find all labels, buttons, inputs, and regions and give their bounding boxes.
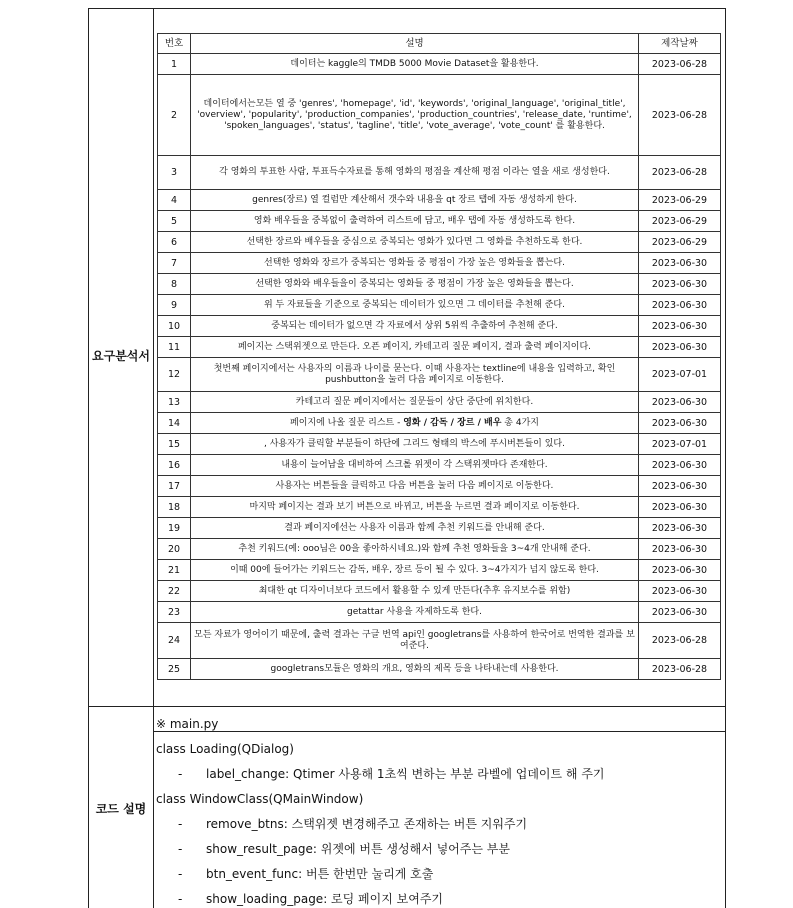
row-date: 2023-06-30	[639, 581, 721, 602]
row-description: 선택한 장르와 배우들을 중심으로 중복되는 영화가 있다면 그 영화를 추천하도록 한다.	[191, 232, 639, 253]
row-number: 15	[158, 434, 191, 455]
table-row	[158, 295, 721, 316]
table-row	[158, 602, 721, 623]
table-row	[158, 253, 721, 274]
code-method-text: remove_btns: 스택위젯 변경해주고 존재하는 버튼 지워주기	[206, 817, 528, 831]
table-row	[158, 434, 721, 455]
code-class-window: class WindowClass(QMainWindow)	[156, 792, 364, 806]
code-method-item	[156, 837, 724, 862]
table-row	[158, 659, 721, 680]
row-description: 영화 배우들을 중복없이 출력하여 리스트에 담고, 배우 탭에 자동 생성하도록 한다.	[191, 211, 639, 232]
row-number: 18	[158, 497, 191, 518]
row-description-suffix: 총 4가지	[501, 417, 539, 428]
row-date: 2023-06-30	[639, 316, 721, 337]
row-description: 첫번째 페이지에서는 사용자의 이름과 나이를 묻는다. 이때 사용자는 textline에 내용을 입력하고, 확인 pushbutton을 눌러 다음 페이지로 이동한다.	[191, 358, 639, 392]
list-dash: -	[178, 892, 183, 906]
row-number: 9	[158, 295, 191, 316]
row-number: 16	[158, 455, 191, 476]
row-description: 각 영화의 투표한 사람, 투표득수자료를 통해 영화의 평점을 계산해 평점 이라는 열을 새로 생성한다.	[191, 156, 639, 190]
frame-top-border	[88, 8, 726, 9]
row-number: 7	[158, 253, 191, 274]
table-row	[158, 358, 721, 392]
section-divider	[88, 706, 726, 707]
table-row	[158, 518, 721, 539]
table-row	[158, 211, 721, 232]
row-date: 2023-06-28	[639, 156, 721, 190]
code-method-item	[156, 887, 724, 908]
row-number: 25	[158, 659, 191, 680]
frame-left-border	[88, 8, 89, 908]
row-number: 23	[158, 602, 191, 623]
row-date: 2023-06-30	[639, 518, 721, 539]
row-number: 2	[158, 75, 191, 156]
list-dash: -	[178, 767, 183, 781]
header-date: 제작날짜	[639, 34, 721, 54]
row-number: 11	[158, 337, 191, 358]
table-row	[158, 274, 721, 295]
row-date: 2023-07-01	[639, 434, 721, 455]
row-number: 21	[158, 560, 191, 581]
row-number: 6	[158, 232, 191, 253]
row-date: 2023-06-30	[639, 539, 721, 560]
code-class-loading: class Loading(QDialog)	[156, 742, 294, 756]
row-description: 결과 페이지에선는 사용자 이름과 함께 추천 키워드를 안내해 준다.	[191, 518, 639, 539]
requirements-section-label: 요구분석서	[92, 349, 150, 363]
code-method-item	[156, 762, 724, 787]
code-method-text: label_change: Qtimer 사용해 1초씩 변하는 부분 라벨에 업데이트 해 주기	[206, 767, 605, 781]
row-number: 24	[158, 623, 191, 659]
row-number: 5	[158, 211, 191, 232]
row-description: 페이지는 스택위젯으로 만든다. 오픈 페이지, 카테고리 질문 페이지, 결과 출력 페이지이다.	[191, 337, 639, 358]
row-description: 카테고리 질문 페이지에서는 질문들이 상단 중단에 위치한다.	[191, 392, 639, 413]
row-date: 2023-06-30	[639, 274, 721, 295]
header-description: 설명	[191, 34, 639, 54]
row-number: 12	[158, 358, 191, 392]
row-description: googletrans모듈은 영화의 개요, 영화의 제목 등을 나타내는데 사용한다.	[191, 659, 639, 680]
row-date: 2023-06-28	[639, 623, 721, 659]
table-row	[158, 54, 721, 75]
header-number: 번호	[158, 34, 191, 54]
table-row	[158, 75, 721, 156]
frame-right-border	[725, 8, 726, 908]
table-row	[158, 232, 721, 253]
row-number: 1	[158, 54, 191, 75]
row-date: 2023-06-30	[639, 602, 721, 623]
row-date: 2023-06-30	[639, 455, 721, 476]
row-number: 20	[158, 539, 191, 560]
row-number: 19	[158, 518, 191, 539]
frame-column-divider	[153, 8, 154, 908]
row-description: 중복되는 데이터가 없으면 각 자료에서 상위 5위씩 추출하여 추천해 준다.	[191, 316, 639, 337]
row-description: , 사용자가 클릭할 부분들이 하단에 그리드 형태의 박스에 푸시버튼들이 있다.	[191, 434, 639, 455]
row-number: 22	[158, 581, 191, 602]
row-date: 2023-06-30	[639, 497, 721, 518]
row-description: 사용자는 버튼들을 클릭하고 다음 버튼을 눌러 다음 페이지로 이동한다.	[191, 476, 639, 497]
row-date: 2023-06-29	[639, 232, 721, 253]
row-date: 2023-07-01	[639, 358, 721, 392]
table-row	[158, 497, 721, 518]
table-row	[158, 539, 721, 560]
table-row	[158, 316, 721, 337]
table-row	[158, 392, 721, 413]
row-date: 2023-06-29	[639, 211, 721, 232]
code-method-text: btn_event_func: 버튼 한번만 눌리게 호출	[206, 867, 434, 881]
row-description: getattar 사용을 자제하도록 한다.	[191, 602, 639, 623]
row-number: 8	[158, 274, 191, 295]
row-date: 2023-06-30	[639, 295, 721, 316]
code-explanation	[156, 712, 724, 908]
row-date: 2023-06-30	[639, 337, 721, 358]
code-method-item	[156, 812, 724, 837]
row-description: 데이터에서는모든 열 중 'genres', 'homepage', 'id', 'keywords', 'original_language', 'original_title', 'overview', 'popularity', 'production_companies', 'production_countries', 'release_date, 'runtime', 'spoken_languages', 'status', 'tagline', 'title', 'vote_average', 'vote_count' 를 활용한다.	[191, 75, 639, 156]
row-description: 최대한 qt 디자이너보다 코드에서 활용할 수 있게 만든다(추후 유지보수를 위함)	[191, 581, 639, 602]
list-dash: -	[178, 817, 183, 831]
row-description: 선택한 영화와 배우들을이 중복되는 영화들 중 평점이 가장 높은 영화들을 뽑는다.	[191, 274, 639, 295]
row-number: 3	[158, 156, 191, 190]
row-date: 2023-06-29	[639, 190, 721, 211]
row-date: 2023-06-28	[639, 659, 721, 680]
row-date: 2023-06-30	[639, 560, 721, 581]
table-row	[158, 413, 721, 434]
table-row	[158, 476, 721, 497]
row-description: 데이터는 kaggle의 TMDB 5000 Movie Dataset을 활용한다.	[191, 54, 639, 75]
table-row	[158, 560, 721, 581]
row-date: 2023-06-28	[639, 75, 721, 156]
table-row	[158, 581, 721, 602]
table-header-row	[158, 34, 721, 54]
table-row	[158, 623, 721, 659]
row-date: 2023-06-30	[639, 392, 721, 413]
code-method-text: show_loading_page: 로딩 페이지 보여주기	[206, 892, 444, 906]
list-dash: -	[178, 867, 183, 881]
table-row	[158, 455, 721, 476]
row-date: 2023-06-30	[639, 253, 721, 274]
table-row	[158, 156, 721, 190]
row-description	[191, 413, 639, 434]
code-method-text: show_result_page: 위젯에 버튼 생성해서 넣어주는 부분	[206, 842, 510, 856]
row-description-bold: 영화 / 감독 / 장르 / 배우	[403, 417, 502, 428]
code-file-name: ※ main.py	[156, 717, 219, 731]
table-row	[158, 190, 721, 211]
list-dash: -	[178, 842, 183, 856]
row-description: 선택한 영화와 장르가 중복되는 영화들 중 평점이 가장 높은 영화들을 뽑는다.	[191, 253, 639, 274]
table-row	[158, 337, 721, 358]
row-number: 10	[158, 316, 191, 337]
row-description: 위 두 자료들을 기준으로 중복되는 데이터가 있으면 그 데이터를 추천해 준다.	[191, 295, 639, 316]
row-description: 내용이 늘어남을 대비하여 스크롤 위젯이 각 스택위젯마다 존재한다.	[191, 455, 639, 476]
code-method-item	[156, 862, 724, 887]
row-description: genres(장르) 열 컬럼만 계산해서 갯수와 내용을 qt 장르 탭에 자동 생성하게 한다.	[191, 190, 639, 211]
code-section-label: 코드 설명	[95, 802, 147, 816]
row-description: 추천 키워드(예: ooo님은 00을 좋아하시네요.)와 함께 추천 영화들을 3~4개 안내해 준다.	[191, 539, 639, 560]
row-date: 2023-06-30	[639, 413, 721, 434]
row-date: 2023-06-30	[639, 476, 721, 497]
row-description-prefix: 페이지에 나올 질문 리스트 -	[290, 417, 404, 428]
row-description: 모든 자료가 영어이기 때문에, 출력 결과는 구글 번역 api인 googletrans를 사용하여 한국어로 번역한 결과를 보여준다.	[191, 623, 639, 659]
row-number: 17	[158, 476, 191, 497]
row-number: 14	[158, 413, 191, 434]
row-number: 13	[158, 392, 191, 413]
row-description: 이때 00에 들어가는 키워드는 감독, 배우, 장르 등이 될 수 있다. 3~4가지가 넘지 않도록 한다.	[191, 560, 639, 581]
row-number: 4	[158, 190, 191, 211]
row-date: 2023-06-28	[639, 54, 721, 75]
requirements-table	[157, 33, 721, 680]
row-description: 마지막 페이지는 결과 보기 버튼으로 바뀌고, 버튼을 누르면 결과 페이지로 이동한다.	[191, 497, 639, 518]
